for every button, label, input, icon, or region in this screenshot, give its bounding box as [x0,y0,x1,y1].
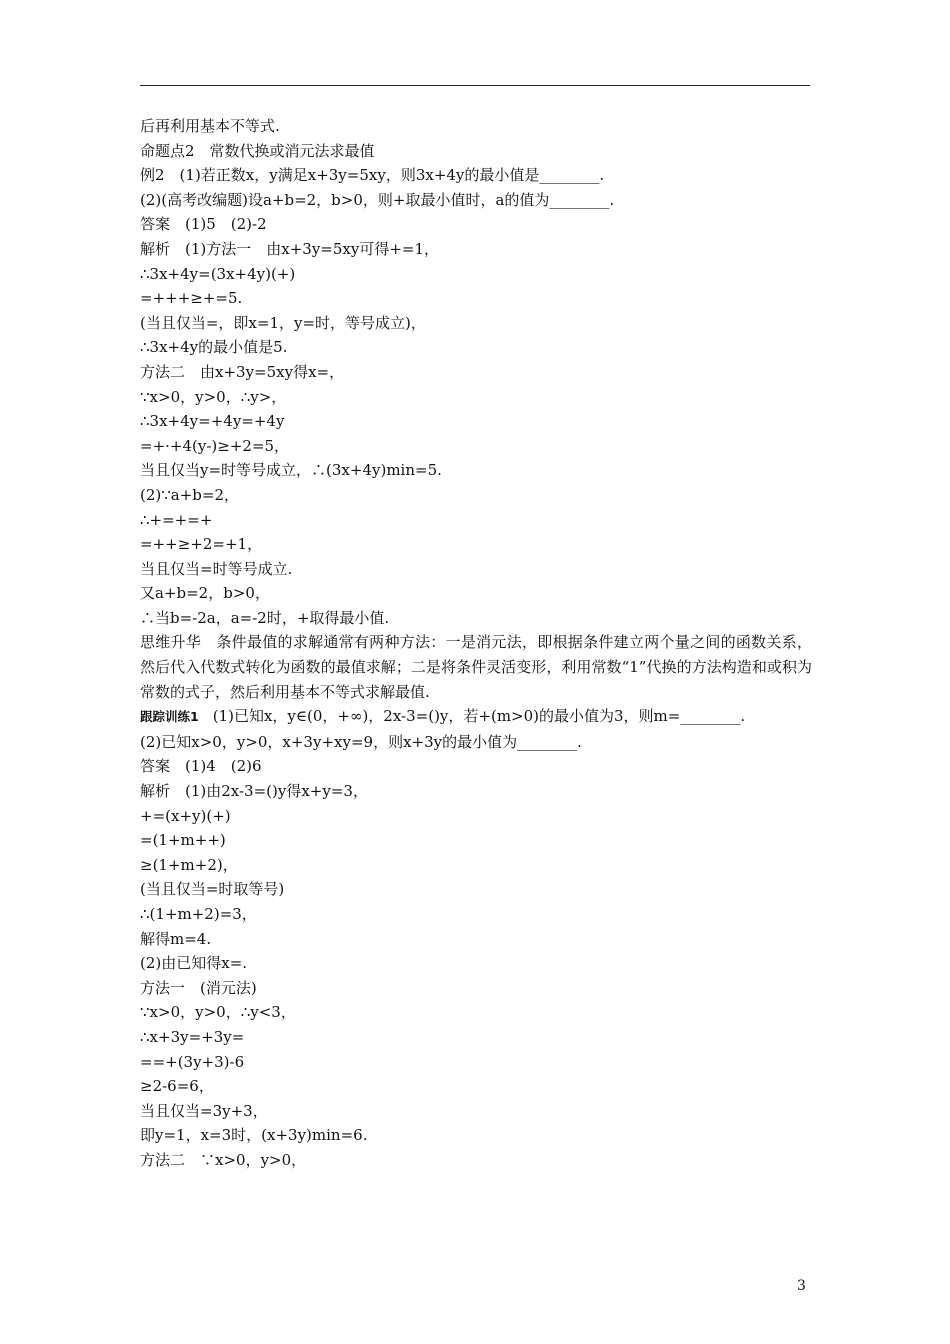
text-line: 即y=1，x=3时，(x+3y)min=6. [140,1126,368,1145]
text-line: =+·+4(y-)≥+2=5， [140,436,290,455]
text-line: ∵x>0，y>0，∴y<3， [140,1003,296,1022]
text-line: ∴x+3y=+3y= [140,1027,245,1046]
text-line: 方法二 由x+3y=5xy得x=， [140,362,345,381]
example-question-2: (2)(高考改编题)设a+b=2，b>0，则+取最小值时，a的值为________. [140,190,615,209]
section-heading: 命题点2 常数代换或消元法求最值 [140,141,375,160]
answer-line: 答案 (1)5 (2)-2 [140,215,267,234]
text-line: 方法一 (消元法) [140,978,257,997]
practice-text: (1)已知x，y∈(0，+∞)，2x-3=()y，若+(m>0)的最小值为3，则m=________. [212,707,746,726]
text-line: =++≥+2=+1， [140,535,263,554]
text-line: ∴+=+=+ [140,510,213,529]
text-line: 解得m=4. [140,929,212,948]
text-line: ≥2-6=6， [140,1077,214,1096]
example-question-1: 例2 (1)若正数x，y满足x+3y=5xy，则3x+4y的最小值是________. [140,166,605,185]
analysis-line: 解析 (1)方法一 由x+3y=5xy可得+=1， [140,239,440,258]
text-line: (当且仅当=时取等号) [140,880,285,899]
text-line: (当且仅当=，即x=1，y=时，等号成立)， [140,313,426,332]
text-line: ∴3x+4y=(3x+4y)(+) [140,264,296,283]
text-line: 后再利用基本不等式. [140,117,280,135]
practice-question-2: (2)已知x>0，y>0，x+3y+xy=9，则x+3y的最小值为________. [140,732,582,751]
text-line: 又a+b=2，b>0， [140,584,270,603]
text-line: ∴3x+4y=+4y=+4y [140,412,285,431]
text-line: (2)∵a+b=2， [140,485,240,504]
text-line: ==+(3y+3)-6 [140,1052,245,1071]
text-line: 当且仅当=时等号成立. [140,559,293,578]
document-body [140,114,812,1173]
text-line: 方法二 ∵x>0，y>0， [140,1150,307,1169]
page-number: 3 [797,1278,806,1294]
analysis-line: 解析 (1)由2x-3=()y得x+y=3， [140,782,368,801]
text-line: ∴当b=-2a，a=-2时，+取得最小值. [140,608,390,627]
text-line: ≥(1+m+2)， [140,855,238,874]
text-line: =+++≥+=5. [140,289,243,308]
text-line: 当且仅当=3y+3， [140,1101,268,1120]
text-line: +=(x+y)(+) [140,806,231,825]
text-line: ∴(1+m+2)=3， [140,905,257,923]
text-line: ∴3x+4y的最小值是5. [140,338,288,357]
text-line: (2)由已知得x=. [140,954,248,973]
answer-line: 答案 (1)4 (2)6 [140,757,262,776]
text-line: =(1+m++) [140,831,226,850]
practice-question-1 [140,704,812,730]
header-rule [140,85,810,86]
text-line: 当且仅当y=时等号成立，∴(3x+4y)min=5. [140,461,442,480]
summary-paragraph: 思维升华 条件最值的求解通常有两种方法：一是消元法，即根据条件建立两个量之间的函数关系，然后代入代数式转化为函数的最值求解；二是将条件灵活变形，利用常数“1”代换的方法构造和或积为常数的式子，然后利用基本不等式求解最值. [140,633,812,701]
practice-label: 跟踪训练1 [140,709,199,725]
text-line: ∵x>0，y>0，∴y>， [140,387,287,406]
